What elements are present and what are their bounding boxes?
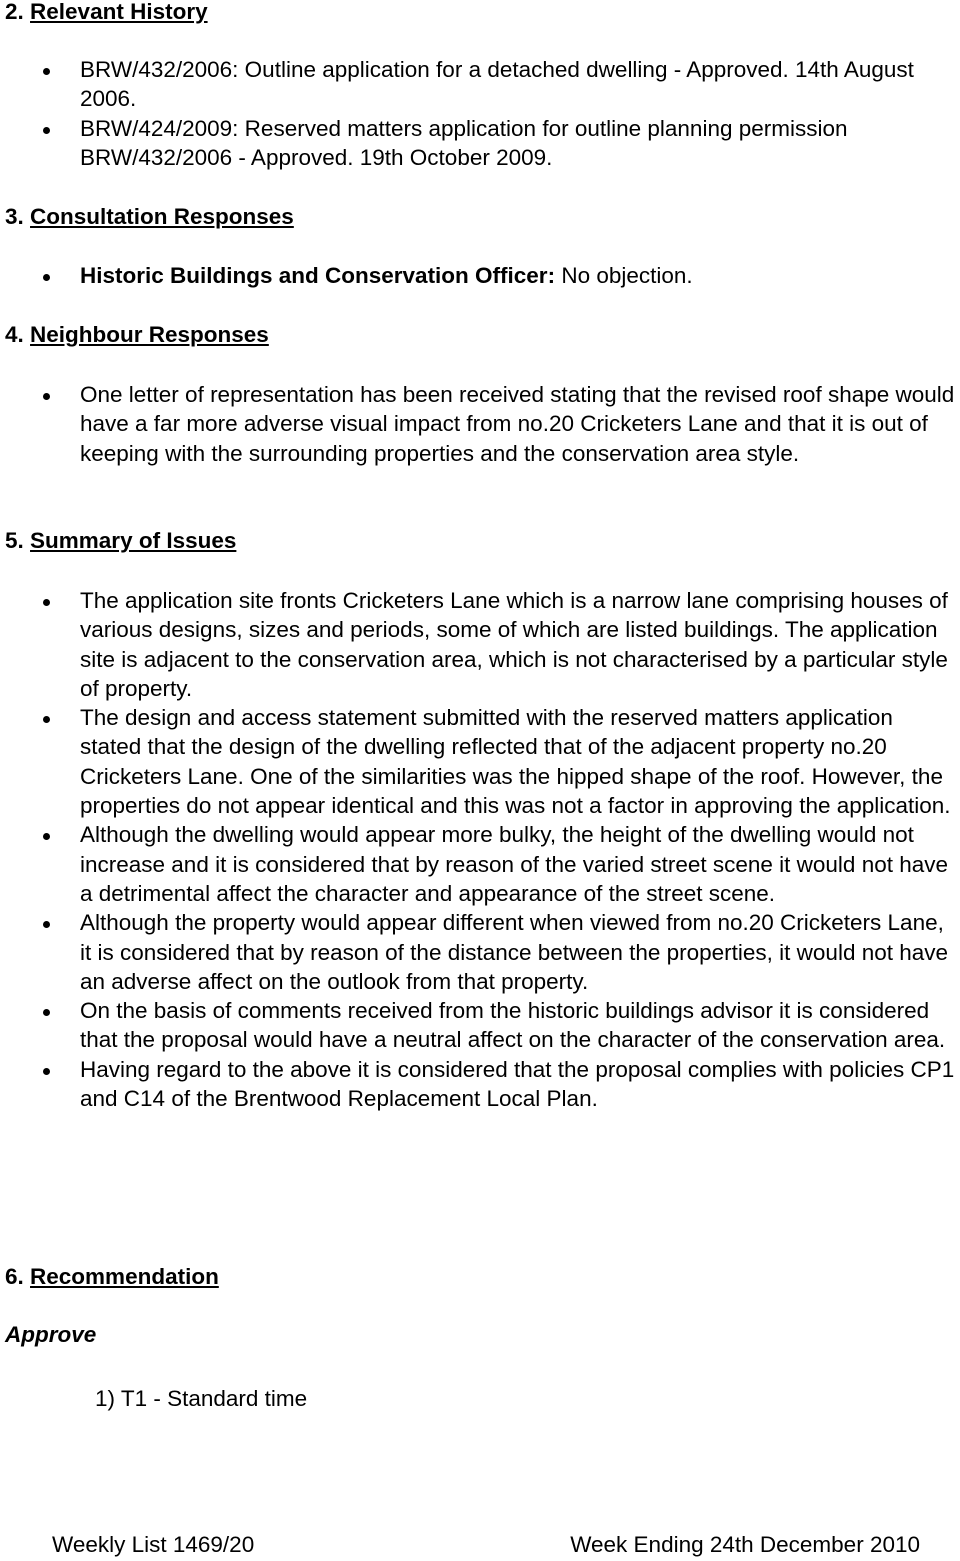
condition-item: 1) T1 - Standard time: [95, 1386, 308, 1411]
section-title: Consultation Responses: [30, 204, 294, 229]
section-heading-consultation-responses: [5, 202, 294, 231]
section-heading-recommendation: [5, 1262, 219, 1291]
section-number: 6.: [5, 1264, 24, 1289]
relevant-history-list: [0, 55, 960, 172]
consultation-responses-list: [0, 261, 960, 290]
list-item: Although the dwelling would appear more bulky, the height of the dwelling would not increase and it is considered that by reason of the varied street scene it would not have a detrimental affect the character and appearance of the street scene.: [0, 820, 960, 908]
list-item: [0, 261, 960, 290]
neighbour-responses-list: [0, 380, 960, 468]
list-item: The design and access statement submitted with the reserved matters application stated that the design of the dwelling reflected that of the adjacent property no.20 Cricketers Lane. One of the similarities was the hipped shape of the roof. However, the properties do not appear identical and this was not a factor in approving the application.: [0, 703, 960, 820]
section-heading-summary-of-issues: [5, 526, 236, 555]
section-title: Summary of Issues: [30, 528, 237, 553]
recommendation-decision: Approve: [5, 1322, 97, 1347]
list-item: The application site fronts Cricketers Lane which is a narrow lane comprising houses of various designs, sizes and periods, some of which are listed buildings. The application site is adjacent to the conservation area, which is not characterised by a particular style of property.: [0, 586, 960, 703]
summary-of-issues-list: [0, 586, 960, 1113]
list-item: Although the property would appear different when viewed from no.20 Cricketers Lane, it is considered that by reason of the distance between the properties, it would not have an adverse affect on the outlook from that property.: [0, 908, 960, 996]
section-number: 3.: [5, 204, 24, 229]
consultee-response: No objection.: [555, 263, 693, 288]
section-heading-neighbour-responses: [5, 320, 269, 349]
list-item: BRW/432/2006: Outline application for a detached dwelling - Approved. 14th August 2006.: [0, 55, 960, 114]
footer-week-ending: Week Ending 24th December 2010: [570, 1532, 920, 1557]
section-heading-relevant-history: [5, 0, 208, 26]
list-item: BRW/424/2009: Reserved matters application for outline planning permission BRW/432/2006 - Approved. 19th October 2009.: [0, 114, 960, 173]
section-title: Relevant History: [30, 0, 208, 24]
list-item: Having regard to the above it is considered that the proposal complies with policies CP1 and C14 of the Brentwood Replacement Local Plan.: [0, 1055, 960, 1114]
section-title: Recommendation: [30, 1264, 219, 1289]
list-item: On the basis of comments received from the historic buildings advisor it is considered that the proposal would have a neutral affect on the character of the conservation area.: [0, 996, 960, 1055]
section-number: 5.: [5, 528, 24, 553]
list-item: One letter of representation has been received stating that the revised roof shape would have a far more adverse visual impact from no.20 Cricketers Lane and that it is out of keeping with the surrounding properties and the conservation area style.: [0, 380, 960, 468]
section-number: 2.: [5, 0, 24, 24]
section-number: 4.: [5, 322, 24, 347]
consultee-label: Historic Buildings and Conservation Officer:: [80, 263, 556, 288]
footer-weekly-list: Weekly List 1469/20: [52, 1532, 255, 1557]
section-title: Neighbour Responses: [30, 322, 269, 347]
